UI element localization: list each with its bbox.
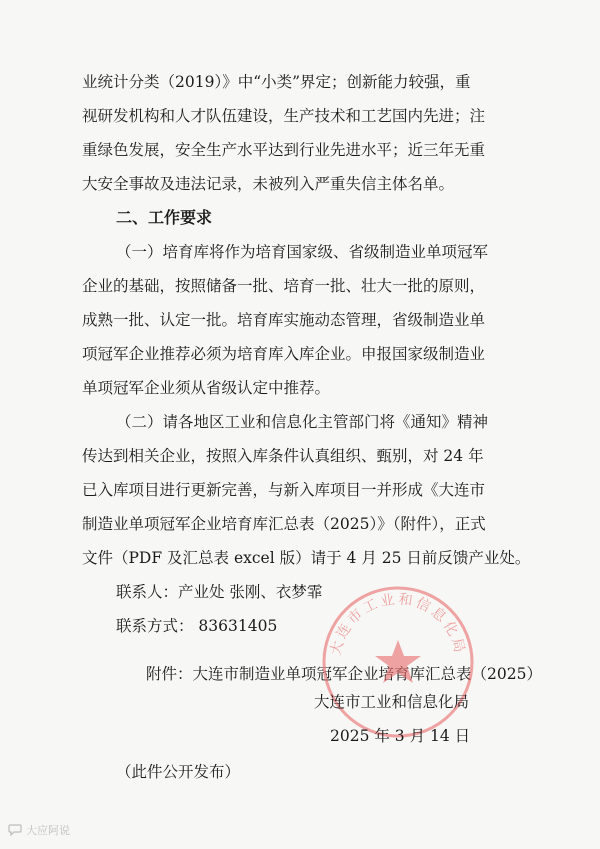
body-line-4: 大安全事故及违法记录，未被列入严重失信主体名单。 (82, 175, 455, 193)
contact-phone: 联系方式： 83631405 (116, 617, 278, 635)
contact-person: 联系人：产业处 张刚、衣梦霏 (116, 583, 323, 601)
section-heading: 二、工作要求 (116, 208, 213, 227)
body-line-7: 企业的基础，按照储备一批、培育一批、壮大一批的原则， (82, 277, 486, 295)
body-line-15: 文件（PDF 及汇总表 excel 版）请于 4 月 25 日前反馈产业处。 (82, 549, 531, 567)
body-line-6: （一）培育库将作为培育国家级、省级制造业单项冠军 (116, 243, 489, 261)
body-line-14: 制造业单项冠军企业培育库汇总表（2025）》（附件），正式 (82, 515, 486, 533)
official-seal-icon (318, 582, 478, 742)
watermark (8, 822, 70, 838)
body-line-3: 重绿色发展，安全生产水平达到行业先进水平；近三年无重 (82, 141, 486, 159)
speech-bubble-icon (8, 824, 22, 836)
body-line-2: 视研发机构和人才队伍建设，生产技术和工艺国内先进；注 (82, 107, 486, 125)
body-line-10: 单项冠军企业须从省级认定中推荐。 (82, 379, 331, 397)
issuer-name: 大连市工业和信息化局 (314, 693, 470, 711)
body-line-8: 成熟一批、认定一批。培育库实施动态管理，省级制造业单 (82, 311, 486, 329)
watermark-text: 大应阿说 (26, 824, 70, 837)
attachment-line: 附件：大连市制造业单项冠军企业培育库汇总表（2025） (146, 665, 542, 683)
body-line-12: 传达到相关企业，按照入库条件认真组织、甄别，对 24 年 (82, 447, 484, 465)
issue-date: 2025 年 3 月 14 日 (330, 727, 471, 745)
publish-note: （此件公开发布） (116, 763, 241, 781)
body-line-9: 项冠军企业推荐必须为培育库入库企业。申报国家级制造业 (82, 345, 486, 363)
seal-text: 大连市工业和信息化局 (328, 591, 468, 657)
body-line-11: （二）请各地区工业和信息化主管部门将《通知》精神 (116, 413, 489, 431)
body-line-13: 已入库项目进行更新完善，与新入库项目一并形成《大连市 (82, 481, 486, 499)
body-line-1: 业统计分类（2019）》中“小类”界定；创新能力较强，重 (82, 73, 471, 91)
